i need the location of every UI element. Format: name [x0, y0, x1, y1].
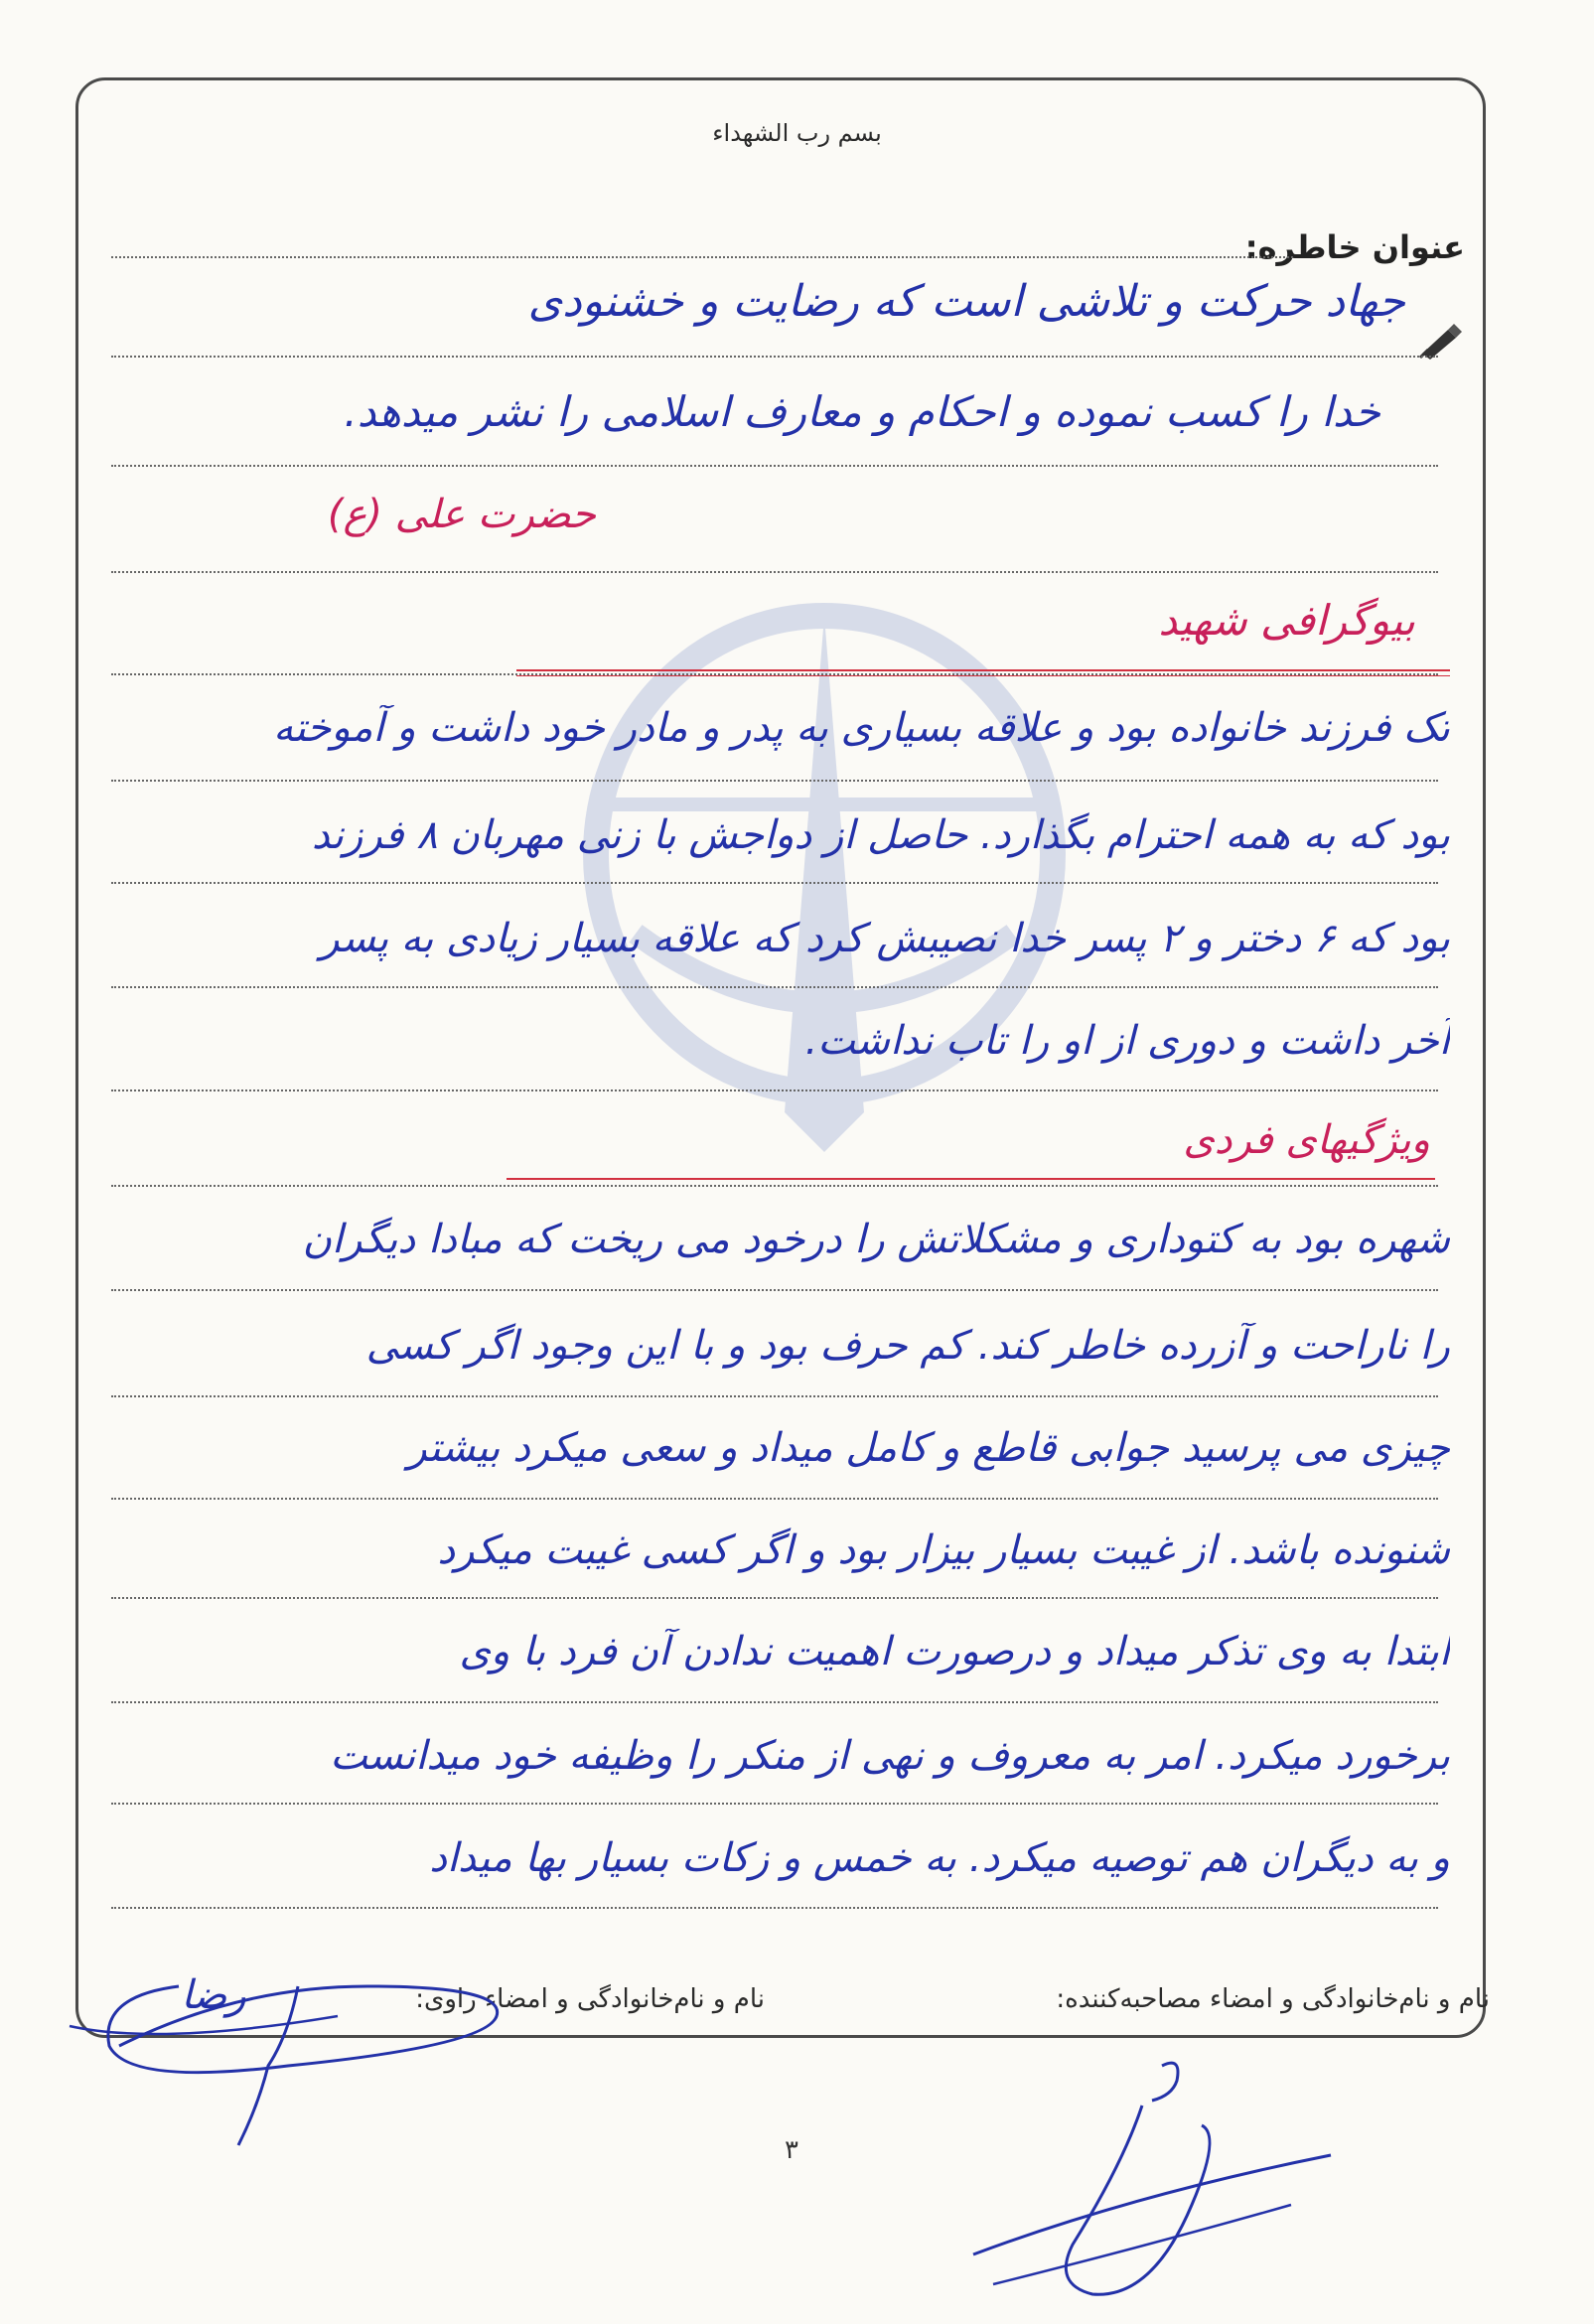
traits-line: شهره بود به کتوداری و مشکلاتش را درخود می ریخت که مبادا دیگران [302, 1217, 1450, 1262]
ruled-line [111, 1289, 1438, 1291]
biography-line: بود که به همه احترام بگذارد. حاصل از دواجش با زنی مهربان ۸ فرزند [311, 812, 1450, 858]
biography-heading: بیوگرافی شهید [1158, 596, 1415, 645]
ruled-line [111, 1395, 1438, 1397]
narrator-signature-text: رضا [181, 1972, 246, 2018]
ruled-line [111, 1907, 1438, 1909]
ruled-line [111, 1803, 1438, 1805]
traits-heading: ویژگیهای فردی [1183, 1117, 1430, 1163]
biography-line: آخر داشت و دوری از او را تاب نداشت. [804, 1018, 1450, 1064]
traits-line: شنونده باشد. از غیبت بسیار بیزار بود و اگر کسی غیبت میکرد [437, 1527, 1450, 1573]
traits-line: ابتدا به وی تذکر میداد و درصورت اهمیت ندادن آن فرد با وی [459, 1629, 1450, 1674]
traits-line: چیزی می پرسید جوابی قاطع و کامل میداد و سعی میکرد بیشتر [407, 1425, 1450, 1471]
narrator-signature-label: نام و نام‌خانوادگی و امضاء راوی: [415, 1984, 765, 2014]
memoir-title-label: عنوان خاطره: [1244, 228, 1465, 266]
ruled-line [111, 986, 1438, 988]
watermark-emblem [516, 556, 1132, 1192]
traits-heading-underline [507, 1178, 1435, 1180]
biography-line: تک فرزند خانواده بود و علاقه بسیاری به پدر و مادر خود داشت و آموخته [273, 705, 1450, 751]
ruled-line [111, 1089, 1438, 1091]
ruled-line [111, 882, 1438, 884]
traits-line: و به دیگران هم توصیه میکرد. به خمس و زکات بسیار بها میداد [429, 1835, 1450, 1881]
ruled-line [111, 780, 1438, 782]
ruled-line [111, 1498, 1438, 1500]
ruled-line [111, 465, 1438, 467]
ruled-line [111, 1701, 1438, 1703]
ruled-line [111, 1185, 1438, 1187]
quote-line-1: جهاد حرکت و تلاشی است که رضایت و خشنودی [527, 276, 1405, 327]
biography-line: بود که ۶ دختر و ۲ پسر خدا نصیبش کرد که علاقه بسیار زیادی به پسر [320, 916, 1450, 961]
narrator-signature [40, 1947, 516, 2185]
interviewer-signature-label: نام و نام‌خانوادگی و امضاء مصاحبه‌کننده: [1056, 1984, 1490, 2014]
ruled-line [111, 356, 1438, 358]
basmala-header: بسم رب الشهداء [712, 119, 882, 147]
pen-icon [1418, 320, 1466, 360]
biography-heading-underline [516, 669, 1450, 671]
interviewer-signature [934, 2046, 1351, 2314]
page-number: ۳ [785, 2135, 798, 2165]
quote-line-2: خدا را کسب نموده و احکام و معارف اسلامی را نشر میدهد. [344, 387, 1380, 436]
ruled-line [111, 1597, 1438, 1599]
biography-heading-underline [516, 675, 1450, 676]
ruled-line [111, 256, 1293, 258]
quote-attribution: حضرت علی (ع) [327, 492, 596, 537]
ruled-line [111, 571, 1438, 573]
traits-line: برخورد میکرد. امر به معروف و نهی از منکر را وظیفه خود میدانست [330, 1733, 1450, 1779]
traits-line: را ناراحت و آزرده خاطر کند. کم حرف بود و با این وجود اگر کسی [365, 1323, 1450, 1369]
